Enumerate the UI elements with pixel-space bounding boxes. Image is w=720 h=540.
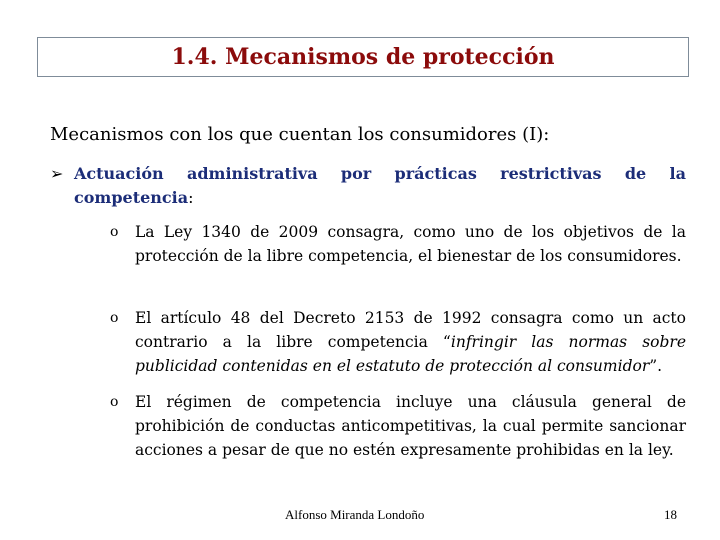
main-bullet-term: competencia <box>74 188 189 207</box>
sub-bullet-2-quote: infringir las normas sobre publicidad contenidas en el estatuto de protección al consumidor <box>135 333 687 375</box>
circle-bullet-icon: o <box>110 394 119 410</box>
title-box <box>37 37 689 77</box>
page-number: 18 <box>664 507 677 522</box>
intro-text: Mecanismos con los que cuentan los consumidores (I): <box>50 124 550 145</box>
sub-bullet-2 <box>110 306 686 378</box>
main-bullet-line1: Actuación administrativa por prácticas restrictivas de la <box>74 164 686 183</box>
circle-bullet-icon: o <box>110 310 119 326</box>
circle-bullet-icon: o <box>110 224 119 240</box>
sub-bullet-1-text: La Ley 1340 de 2009 consagra, como uno de los objetivos de la protección de la libre competencia, el bienestar de los consumidores. <box>135 223 686 265</box>
sub-bullet-3-text: El régimen de competencia incluye una cláusula general de prohibición de conductas anticompetitivas, la cual permite sancionar acciones a pesar de que no estén expresamente prohibidas en la ley. <box>135 393 686 459</box>
footer-author: Alfonso Miranda Londoño <box>285 507 425 522</box>
main-bullet <box>50 162 686 210</box>
sub-bullet-3 <box>110 390 686 462</box>
page-title: 1.4. Mecanismos de protección <box>171 44 555 70</box>
sub-bullet-2-text-after: ”. <box>649 357 663 375</box>
arrow-bullet-icon: ➢ <box>50 164 64 183</box>
main-bullet-colon: : <box>188 188 194 207</box>
sub-bullet-1 <box>110 220 686 268</box>
sub-bullet-2-text-before: El artículo 48 del Decreto 2153 de 1992 consagra como un acto contrario a la libre competencia “ <box>135 309 686 351</box>
sub-bullet-2-text <box>110 306 686 378</box>
main-bullet-line2 <box>50 186 686 210</box>
